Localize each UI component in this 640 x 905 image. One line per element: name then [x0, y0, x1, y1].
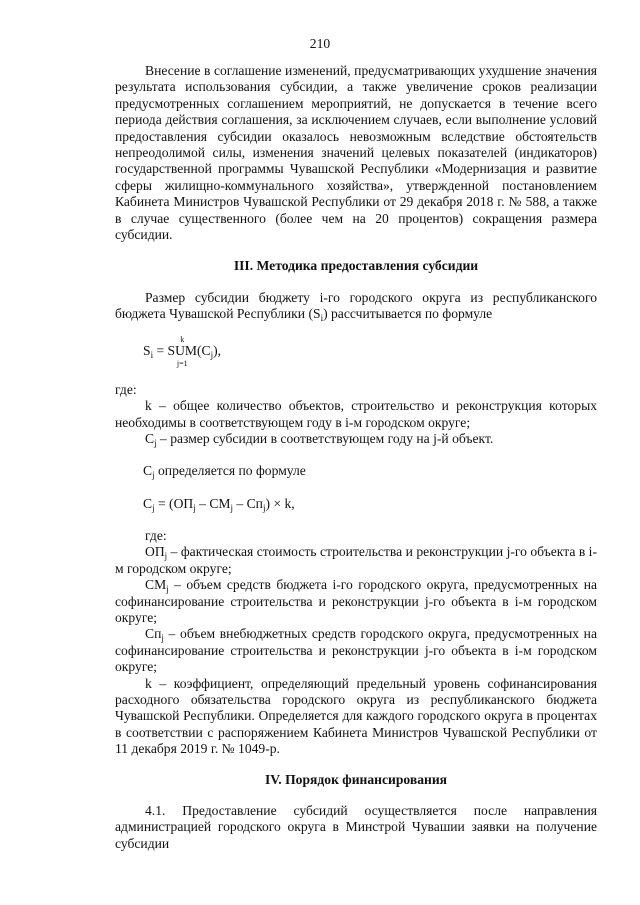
where-label-1: где:: [115, 382, 137, 397]
sum-lower-limit: j=1: [176, 359, 188, 369]
where-label-2: где:: [145, 528, 167, 543]
definition-cm: $СМ_j$ – объем средств бюджета i-го городского округа, предусмотренных на софинансирование строительства и реконструкции j-го объекта в i-м городском округе;: [115, 577, 597, 626]
definition-cp: $Сп_j$ – объем внебюджетных средств городского округа, предусмотренных на софинансирование строительства и реконструкции j-го объекта в i-м городском округе;: [115, 626, 597, 675]
definitions-block-2: [115, 528, 597, 758]
page-number: 210: [309, 36, 331, 51]
formula-subsidy-sum: $S_i$ = k SUM j=1 $(C_j)$,: [143, 335, 222, 369]
subsidy-size-paragraph: Размер субсидии бюджету i-го городского округа из республиканского бюджета Чувашской Республики $(S_i)$ рассчитывается по формуле: [115, 290, 597, 324]
intro-paragraph-block: [115, 63, 597, 243]
definitions-block-1: [115, 382, 597, 448]
intro-paragraph: Внесение в соглашение изменений, предусматривающих ухудшение значения результата использования субсидии, а также увеличение сроков реализации предусмотренных соглашением мероприятий, не допускается в течение всего периода действия соглашения, за исключением случаев, если выполнение условий предоставления субсидии оказалось невозможным вследствие обстоятельств непреодолимой силы, изменения значений целевых показателей (индикаторов) государственной программы Чувашской Республики «Модернизация и развитие сферы жилищно-коммунального хозяйства», утвержденной постановлением Кабинета Министров Чувашской Республики от 29 декабря 2018 г. № 588, а также в случае существенного (более чем на 20 процентов) сокращения размера субсидии.: [115, 63, 597, 243]
sum-upper-limit: k: [180, 335, 185, 344]
section-4-heading: IV. Порядок финансирования: [264, 772, 448, 787]
section-4-paragraph-block: [115, 803, 597, 852]
definition-cj: $C_j$ – размер субсидии в соответствующем году на j-й объект.: [145, 431, 494, 449]
formula-cj: $C_j = (ОП_j - СМ_j - Сп_j) \times k$,: [143, 496, 295, 513]
paragraph-4-1: 4.1. Предоставление субсидий осуществляется после направления администрацией городского округа в Минстрой Чувашии заявки на получение субсидии: [115, 803, 597, 851]
subsidy-size-paragraph-block: [115, 290, 597, 323]
cj-intro-line: $C_j$ определяется по формуле: [143, 463, 306, 480]
definition-k: k – общее количество объектов, строительство и реконструкция которых необходимы в соответствующем году в i-м городском округе;: [115, 398, 597, 430]
definition-k-coefficient: k – коэффициент, определяющий предельный уровень софинансирования расходного обязательства городского округа из республиканского бюджета Чувашской Республики. Определяется для каждого городского округа в процентах в соответствии с распоряжением Кабинета Министров Чувашской Республики от 11 декабря 2019 г. № 1049-р.: [115, 675, 597, 757]
definition-op: $ОП_j$ – фактическая стоимость строительства и реконструкции j-го объекта в i-м городском округе;: [115, 544, 597, 576]
sum-operator: k SUM j=1: [167, 335, 198, 369]
section-3-heading: III. Методика предоставления субсидии: [233, 258, 479, 273]
